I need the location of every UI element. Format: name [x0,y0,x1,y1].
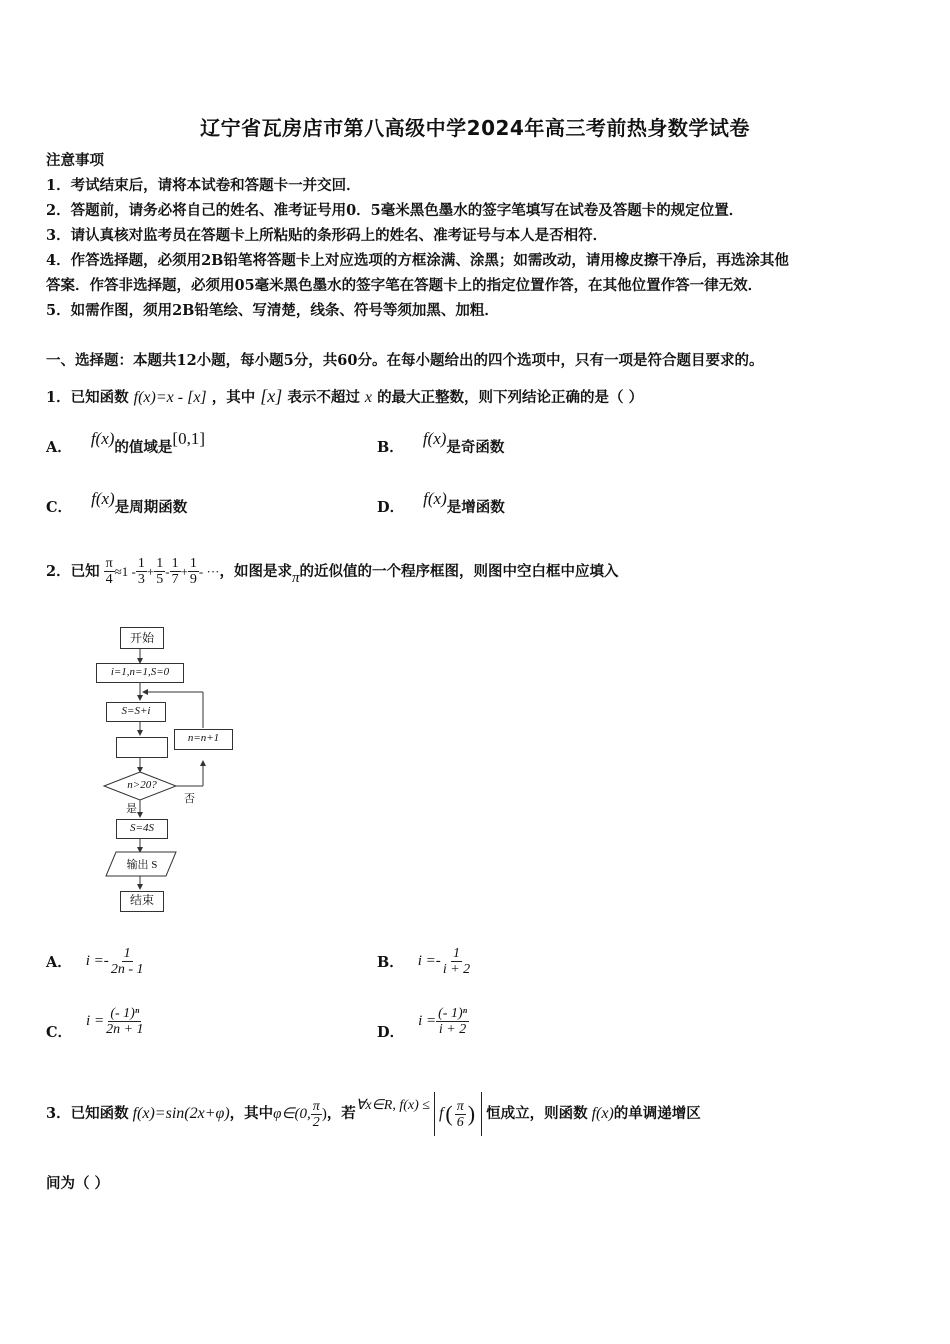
option-extra: [0,1] [172,429,205,448]
flowchart [90,620,250,920]
frac-den: 2 [312,1114,320,1130]
q2-term-3 [136,556,147,587]
q3-abs-value: f ( $\frac{\pi}{6}$ ) [434,1092,482,1136]
q2-option-d[interactable] [377,1006,469,1041]
question-2 [46,556,619,587]
q2-option-a[interactable] [46,946,145,977]
frac-den: 5 [156,572,164,587]
flowchart-yes: 是 [126,803,137,815]
option-label: C． [46,499,73,516]
q2-term-5 [154,556,165,587]
frac-num: (- 1)ⁿ [110,1006,140,1021]
q2-dots: - ··· [198,563,220,579]
frac-den: 2n + 1 [106,1022,144,1037]
frac-den: 2n - 1 [110,962,144,977]
flowchart-increment: n=n+1 [174,729,233,750]
option-lhs: i = [418,1013,437,1029]
option-frac [436,1006,469,1037]
frac-num: π [456,1098,464,1114]
option-text: 的值域是 [114,439,173,456]
q3-function: f(x)=sin(2x+φ) [132,1105,230,1122]
option-label: B． [377,954,404,971]
option-label: D． [377,499,405,516]
flowchart-sum-step: S=S+i [106,702,166,722]
q2-plus: + [146,563,155,579]
flowchart-no: 否 [184,793,195,805]
q3-tail: 恒成立，则函数 [486,1105,588,1122]
q1-function: f(x)=x - [x] [133,389,207,406]
q1-option-c[interactable] [46,489,188,517]
option-label: B． [377,439,404,456]
notice-item-1: 1．考试结束后，请将本试卷和答题卡一并交回． [46,177,361,194]
frac-num: 1 [171,556,179,571]
option-expr: f(x) [423,489,447,508]
q3-abs-f: f [438,1105,444,1122]
q2-pi-over-4 [104,556,115,587]
q2-pi: π [292,569,300,586]
q3-pi-over-2 [311,1099,322,1130]
page-title: 辽宁省瓦房店市第八高级中学2024年高三考前热身数学试卷 [200,116,750,140]
frac-num: 1 [137,556,145,571]
frac-num: π [312,1098,320,1114]
q2-term-7 [170,556,181,587]
q2-option-c[interactable] [46,1006,146,1041]
notice-item-5: 5．如需作图，须用2B铅笔绘、写清楚，线条、符号等须加黑、加粗． [46,302,499,319]
section-heading: 一、选择题：本题共12小题，每小题5分，共60分。在每小题给出的四个选项中，只有一项是符合题目要求的。 [46,352,764,369]
notice-item-3: 3．请认真核对监考员在答题卡上所粘贴的条形码上的姓名、准考证号与本人是否相符． [46,227,608,244]
q3-tail2: 的单调递增区 [613,1105,701,1122]
option-label: D． [377,1024,405,1041]
option-label: A． [46,954,72,971]
option-label: C． [46,1024,73,1041]
q1-bracket: [x] [260,386,283,406]
option-text: 是周期函数 [114,499,188,516]
notice-item-4-cont: 答案．作答非选择题，必须用05毫米黑色墨水的签字笔在答题卡上的指定位置作答，在其他位置作答一律无效． [46,277,763,294]
question-3 [46,1092,701,1136]
q1-option-d[interactable] [377,489,505,517]
q2-minus: - [165,563,170,579]
frac-num: 1 [452,946,460,961]
frac-num: 1 [189,556,197,571]
question-1 [46,386,643,408]
q1-tail: 的最大正整数，则下列结论正确的是（ ） [377,389,644,406]
frac-den: 4 [105,572,113,587]
q3-forall: ∀x∈R, f(x) ≤ [355,1098,430,1113]
q2-series-start: ≈1 - [114,563,136,579]
flowchart-multiply: S=4S [116,819,168,839]
q2-tail1: ，如图是求 [219,562,292,580]
notice-item-2: 2．答题前，请务必将自己的姓名、准考证号用0．5毫米黑色墨水的签字笔填写在试卷及答题卡的规定位置． [46,202,744,219]
q2-option-b[interactable] [377,946,472,977]
flowchart-blank-box[interactable] [116,737,168,758]
frac-den: 7 [171,572,179,587]
q3-mid: ，其中 [229,1105,274,1122]
flowchart-output: 输出 S [126,859,158,871]
frac-num: π [105,556,113,571]
flowchart-end: 结束 [120,891,164,912]
q2-tail2: 的近似值的一个程序框图，则图中空白框中应填入 [299,562,619,580]
option-text: 是奇函数 [446,439,505,456]
option-label: A． [46,439,72,456]
option-frac [109,946,146,977]
q1-var: x [364,389,372,406]
q2-term-9 [188,556,199,587]
option-expr: f(x) [91,489,115,508]
notice-item-4: 4．作答选择题，必须用2B铅笔将答题卡上对应选项的方框涂满、涂黑；如需改动，请用橡皮擦干净后，再选涂其他 [46,252,789,269]
option-lhs: i =- [85,953,109,969]
flowchart-init: i=1,n=1,S=0 [96,663,184,683]
q3-phi-range-close: ) [321,1106,327,1122]
frac-num: 1 [123,946,131,961]
option-expr: f(x) [422,429,447,448]
frac-num: (- 1)ⁿ [438,1006,468,1021]
q1-option-b[interactable] [377,429,505,457]
q3-mid2: ，若 [326,1105,356,1122]
q2-lead: 2．已知 [46,562,100,580]
q3-line-2: 间为（ ） [46,1175,110,1192]
q1-mid: ，其中 [211,389,256,406]
option-expr: f(x) [90,429,115,448]
frac-den: i + 2 [438,1022,467,1037]
q2-plus: + [180,563,188,579]
q1-mid2: 表示不超过 [287,389,360,406]
option-lhs: i =- [417,953,441,969]
q1-lead: 1．已知函数 [46,389,129,406]
frac-den: 6 [456,1114,464,1130]
option-lhs: i = [86,1013,105,1029]
option-text: 是增函数 [446,499,505,516]
frac-num: 1 [156,556,164,571]
flowchart-start: 开始 [120,627,164,649]
frac-den: 9 [189,572,197,587]
option-frac [104,1006,145,1037]
flowchart-condition: n>20? [127,779,157,791]
q3-phi-range: φ∈(0, [273,1106,311,1122]
option-frac [441,946,472,977]
frac-den: 3 [137,572,145,587]
q3-lead: 3．已知函数 [46,1105,129,1122]
frac-den: i + 2 [442,962,471,977]
notice-heading: 注意事项 [46,152,104,169]
q3-pi-over-6 [455,1099,466,1130]
q1-option-a[interactable] [46,429,205,457]
q3-function-2: f(x) [591,1105,614,1122]
